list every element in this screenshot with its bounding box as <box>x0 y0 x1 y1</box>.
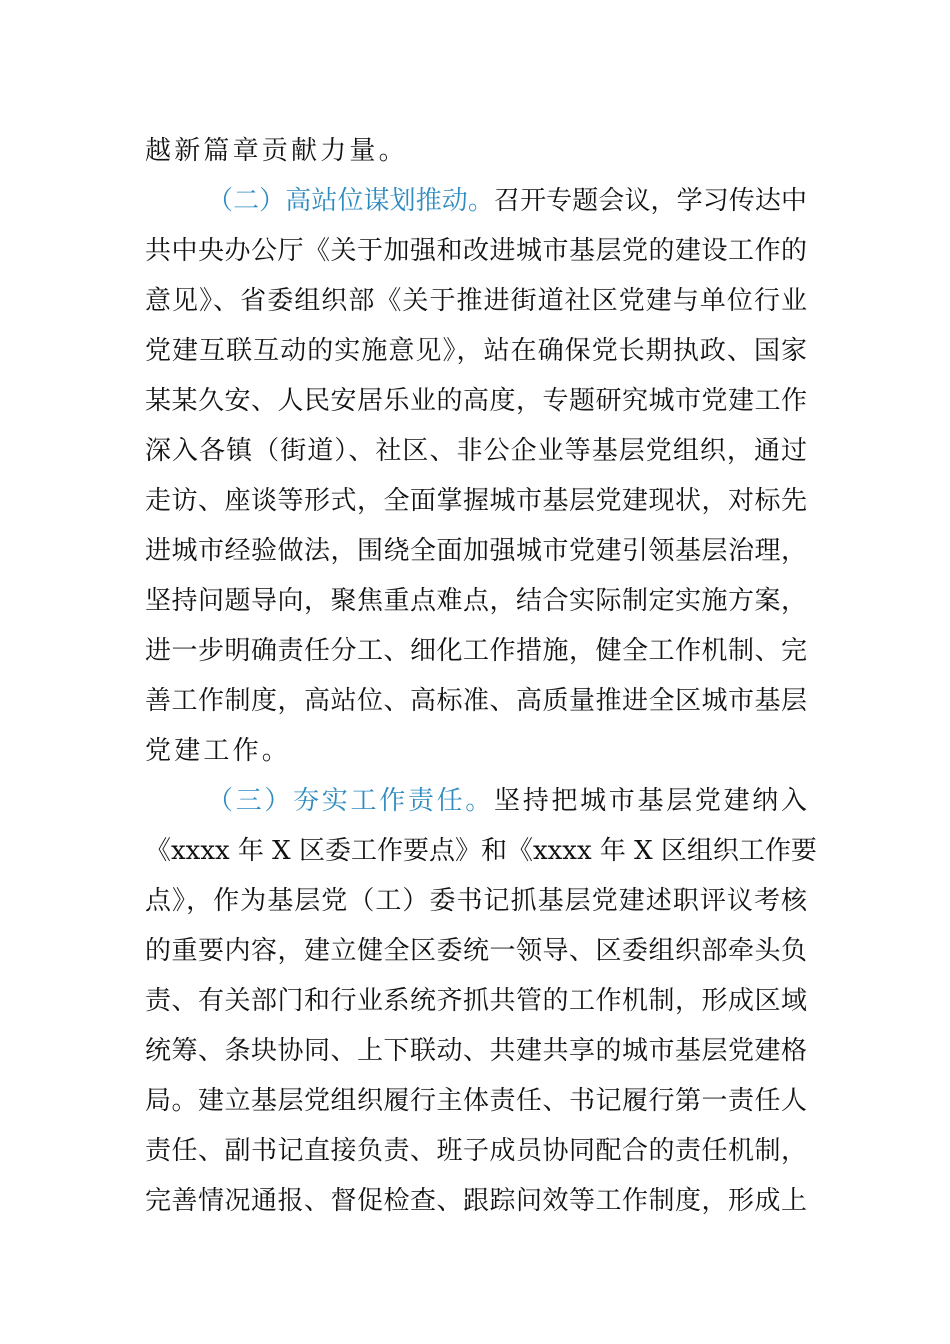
paragraph-line: 进一步明确责任分工、细化工作措施，健全工作机制、完 <box>145 636 807 666</box>
paragraph-line: 善工作制度，高站位、高标准、高质量推进全区城市基层 <box>145 686 807 716</box>
paragraph-first-line <box>145 176 807 226</box>
paragraph-line: 党建工作。 <box>145 736 292 766</box>
paragraph-text: 坚持把城市基层党建纳入 <box>494 786 807 816</box>
paragraph-line: 某某久安、人民安居乐业的高度，专题研究城市党建工作 <box>145 386 807 416</box>
document-body <box>145 126 817 1226</box>
paragraph-text: 召开专题会议，学习传达中 <box>494 186 807 216</box>
paragraph-first-line <box>145 776 807 826</box>
paragraph-line: 共中央办公厅《关于加强和改进城市基层党的建设工作的 <box>145 236 807 266</box>
paragraph-line: 越新篇章贡献力量。 <box>145 136 408 166</box>
paragraph-line: 意见》、省委组织部《关于推进街道社区党建与单位行业 <box>145 286 807 316</box>
paragraph-line: 统筹、条块协同、上下联动、共建共享的城市基层党建格 <box>145 1036 807 1066</box>
paragraph-line: 深入各镇（街道）、社区、非公企业等基层党组织，通过 <box>145 436 807 466</box>
paragraph-line: 的重要内容，建立健全区委统一领导、区委组织部牵头负 <box>145 936 807 966</box>
paragraph-line: 责任、副书记直接负责、班子成员协同配合的责任机制， <box>145 1136 807 1166</box>
paragraph-line: 进城市经验做法，围绕全面加强城市党建引领基层治理， <box>145 536 807 566</box>
section-heading: （三）夯实工作责任。 <box>207 786 494 816</box>
paragraph-line: 点》，作为基层党（工）委书记抓基层党建述职评议考核 <box>145 886 807 916</box>
paragraph-line: 局。建立基层党组织履行主体责任、书记履行第一责任人 <box>145 1086 807 1116</box>
paragraph-line: 《xxxx 年 X 区委工作要点》和《xxxx 年 X 区组织工作要 <box>145 836 817 866</box>
paragraph-line: 走访、座谈等形式，全面掌握城市基层党建现状，对标先 <box>145 486 807 516</box>
paragraph-line: 坚持问题导向，聚焦重点难点，结合实际制定实施方案， <box>145 586 807 616</box>
paragraph-line: 责、有关部门和行业系统齐抓共管的工作机制，形成区域 <box>145 986 807 1016</box>
section-heading: （二）高站位谋划推动。 <box>207 186 494 216</box>
paragraph-line: 完善情况通报、督促检查、跟踪问效等工作制度，形成上 <box>145 1186 807 1216</box>
paragraph-line: 党建互联互动的实施意见》，站在确保党长期执政、国家 <box>145 336 807 366</box>
